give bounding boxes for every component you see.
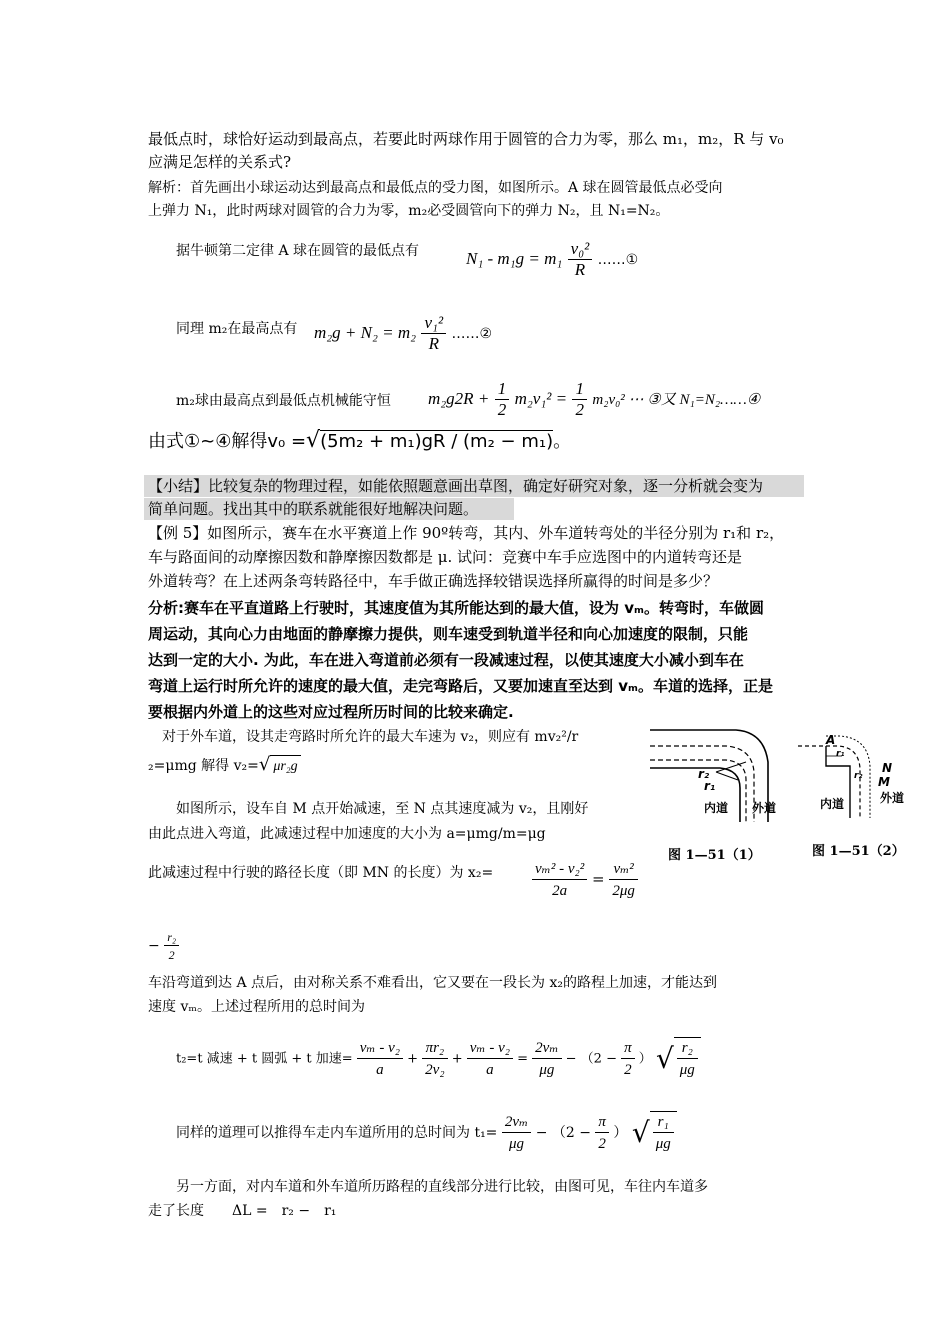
t2-sqrt-num: r₂ [677,1038,698,1059]
t2-frac-2 [422,1038,447,1081]
t1-frac-2-num: π [595,1112,609,1133]
eq1-label: ……① [597,252,639,268]
problem-text-line-1: 最低点时，球恰好运动到最高点，若要此时两球作用于圆管的合力为零，那么 m₁，m₂，R 与 v₀ [148,130,784,148]
result-prefix: 由式①~④解得v₀ = [148,431,307,452]
equation-3-intro: m₂球由最高点到最低点机械能守恒 [176,393,391,409]
fig2-A-label: A [826,733,836,747]
t2-frac-5-den: 2 [624,1061,632,1078]
t2-plus-1: + [407,1051,419,1067]
path-r2-num: r₂ [164,929,179,946]
figure-1-51-2 [796,722,914,818]
path-r2-den: 2 [168,947,175,962]
t2-frac-3-den: a [486,1061,494,1078]
path-frac-1-num: vₘ² - v₂² [532,859,587,880]
path-length-equation [532,856,638,902]
outer-lane-path [650,746,754,822]
eq2-numerator: v₁² [421,313,446,334]
sqrt-icon: √ [306,428,321,453]
problem-text-line-2: 应满足怎样的关系式? [148,153,292,171]
sqrt-icon: √ [655,1042,674,1075]
fig2-M-label: M [878,775,890,789]
eq1-numerator: v₀² [568,239,593,260]
eq3-tail: m₂v₀² ⋯ ③又 N₁=N₂……④ [592,392,761,408]
t2-plus-2: + [451,1051,463,1067]
analysis5-line-4: 弯道上运行时所允许的速度的最大值，走完弯路后，又要加速直至达到 vₘ。车道的选择，正是 [148,677,773,695]
analysis5-line-5: 要根据内外道上的这些对应过程所历时间的比较来确定. [148,703,514,721]
t1-frac-1-den: μg [509,1135,525,1152]
t2-prefix: t₂=t 减速 + t 圆弧 + t 加速= [176,1051,353,1067]
eq2-fraction [421,313,446,354]
t2-equation [176,1034,701,1085]
example5-line-1: 【例 5】如图所示，赛车在水平赛道上作 90º转弯，其内、外车道转弯处的半径分别为 r₁和 r₂， [148,524,785,542]
outer-track-line-2 [148,754,301,778]
t1-close: ） [613,1125,628,1141]
fig2-inner-label: 内道 [820,797,845,811]
fig1-inner-label: 内道 [704,801,729,815]
fig2-r1-label: r₁ [836,749,845,759]
t1-sqrt-den: μg [655,1136,671,1152]
example5-line-3: 外道转弯？在上述两条弯转路径中，车手做正确选择较错误选择所赢得的时间是多少？ [148,572,719,590]
path-length-continuation [148,926,179,966]
t1-frac-1 [502,1112,531,1155]
eq3-half-2-den: 2 [575,400,584,419]
t2-frac-3 [467,1038,513,1081]
t2-frac-1-num: vₘ - v₂ [357,1038,403,1059]
t2-frac-4 [532,1038,561,1081]
t2-sqrt-den: μg [679,1062,695,1078]
equation-2 [314,310,492,357]
analysis5-line-1: 分析:赛车在平直道路上行驶时，其速度值为其所能达到的最大值，设为 vₘ。转弯时，车做圆 [148,599,764,617]
eq3-half-1-num: 1 [495,379,510,400]
outer-track-radicand: μr₂g [270,755,300,778]
t2-frac-3-num: vₘ - v₂ [467,1038,513,1059]
figure-2-caption: 图 1—51（2） [812,844,905,859]
eq1-lhs: N₁ - m₁g = m₁ [466,249,563,268]
figure-1-51-1 [648,722,788,822]
t2-frac-2-den: 2v₂ [425,1061,445,1078]
analysis-line-2: 上弹力 N₁，此时两球对圆管的合力为零，m₂必受圆管向下的弹力 N₂，且 N₁=N₂。 [148,203,670,219]
t2-frac-1 [357,1038,403,1081]
outer-track-line-1: 对于外车道，设其走弯路时所允许的最大车速为 v₂，则应有 mv₂²/r [162,729,579,745]
t2-frac-4-num: 2vₘ [532,1038,561,1059]
fig1-outer-label: 外道 [752,801,777,815]
analysis5-line-2: 周运动，其向心力由地面的静摩擦力提供，则车速受到轨道半径和向心加速度的限制，只能 [148,625,749,643]
eq2-label: ……② [451,326,493,342]
eq3-half-1-den: 2 [497,400,507,419]
path-equals: = [592,870,605,888]
sqrt-icon: √ [631,1116,650,1149]
decel-line-2: 由此点进入弯道，此减速过程中加速度的大小为 a=μmg/m=μg [148,826,546,842]
eq3-mid: m₂v₁² = [514,389,568,408]
analysis-line-1: 解析：首先画出小球运动达到最高点和最低点的受力图，如图所示。A 球在圆管最低点必受向 [148,180,723,196]
fig2-outer-label: 外道 [880,791,905,805]
summary-line-2: 简单问题。找出其中的联系就能很好地解决问题。 [148,500,479,518]
last-line-2: 走了长度 ΔL = r₂ − r₁ [148,1203,337,1219]
t2-frac-2-num: πr₂ [422,1038,447,1059]
t1-prefix: 同样的道理可以推得车走内车道所用的总时间为 t₁= [176,1125,498,1141]
outer-track-text: ₂=μmg 解得 v₂= [148,758,259,774]
path-frac-2 [609,859,638,902]
t1-frac-2 [595,1112,609,1155]
result-equation [148,426,571,457]
fig2-r2-label: r₂ [854,771,863,781]
sqrt-icon: √ [258,754,271,775]
decel-line-1: 如图所示，设车自 M 点开始减速，至 N 点其速度减为 v₂，且刚好 [176,801,589,817]
eq3-half-2-num: 1 [572,379,587,400]
equation-2-intro: 同理 m₂在最高点有 [176,321,298,337]
result-period: 。 [553,431,572,452]
path-r2-half [164,929,179,964]
eq2-denominator: R [428,334,439,353]
t2-mid: − （2 − [565,1051,617,1067]
fig2-N-label: N [882,761,893,775]
analysis5-line-3: 达到一定的大小. 为此，车在进入弯道前必须有一段减速过程，以使其速度大小减小到车在 [148,651,744,669]
figure-1-caption: 图 1—51（1） [668,848,761,863]
fig1-r1-label: r₁ [704,779,716,793]
eq3-half-1 [495,379,510,420]
eq3-half-2 [572,379,587,420]
eq1-fraction [568,239,593,280]
t1-sqrt-frac [650,1111,677,1155]
equation-1-intro: 据牛顿第二定律 A 球在圆管的最低点有 [176,243,420,259]
fig1-r2-label: r₂ [698,767,710,781]
eq1-denominator: R [574,260,586,279]
equation-1 [466,236,638,283]
t1-mid: − （2 − [535,1125,591,1141]
t2-sqrt-frac [674,1037,701,1081]
path-frac-2-num: vₘ² [609,859,638,880]
path-length-intro: 此减速过程中行驶的路径长度（即 MN 的长度）为 x₂= [148,865,494,881]
equation-3 [428,376,760,423]
result-radicand: (5m₂ + m₁)gR / (m₂ − m₁) [320,431,554,452]
symmetry-line-2: 速度 vₘ。上述过程所用的总时间为 [148,999,365,1015]
eq3-body: m₂g2R + [428,389,490,408]
example5-line-2: 车与路面间的动摩擦因数和静摩擦因数都是 μ. 试问：竞赛中车手应选图中的内道转弯还是 [148,548,743,566]
t1-frac-1-num: 2vₘ [502,1112,531,1133]
path-frac-2-den: 2μg [612,882,635,899]
t2-frac-4-den: μg [539,1061,555,1078]
symmetry-line-1: 车沿弯道到达 A 点后，由对称关系不难看出，它又要在一段长为 x₂的路程上加速，才能达到 [148,975,717,991]
last-line-1: 另一方面，对内车道和外车道所历路程的直线部分进行比较，由图可见，车往内车道多 [176,1179,708,1195]
summary-line-1: 【小结】比较复杂的物理过程，如能依照题意画出草图，确定好研究对象，逐一分析就会变为 [148,477,764,495]
path-frac-1 [532,859,587,902]
t2-frac-1-den: a [376,1061,384,1078]
t1-sqrt-num: r₁ [653,1112,674,1133]
t2-close: ） [638,1051,652,1067]
t1-frac-2-den: 2 [598,1135,606,1152]
t2-frac-5-num: π [621,1038,635,1059]
t2-frac-5 [621,1038,635,1081]
t1-equation [176,1108,677,1158]
path-frac-1-den: 2a [552,882,568,899]
eq2-lhs: m₂g + N₂ = m₂ [314,323,417,342]
t2-equals: = [517,1051,529,1067]
path-minus: − [148,938,160,954]
